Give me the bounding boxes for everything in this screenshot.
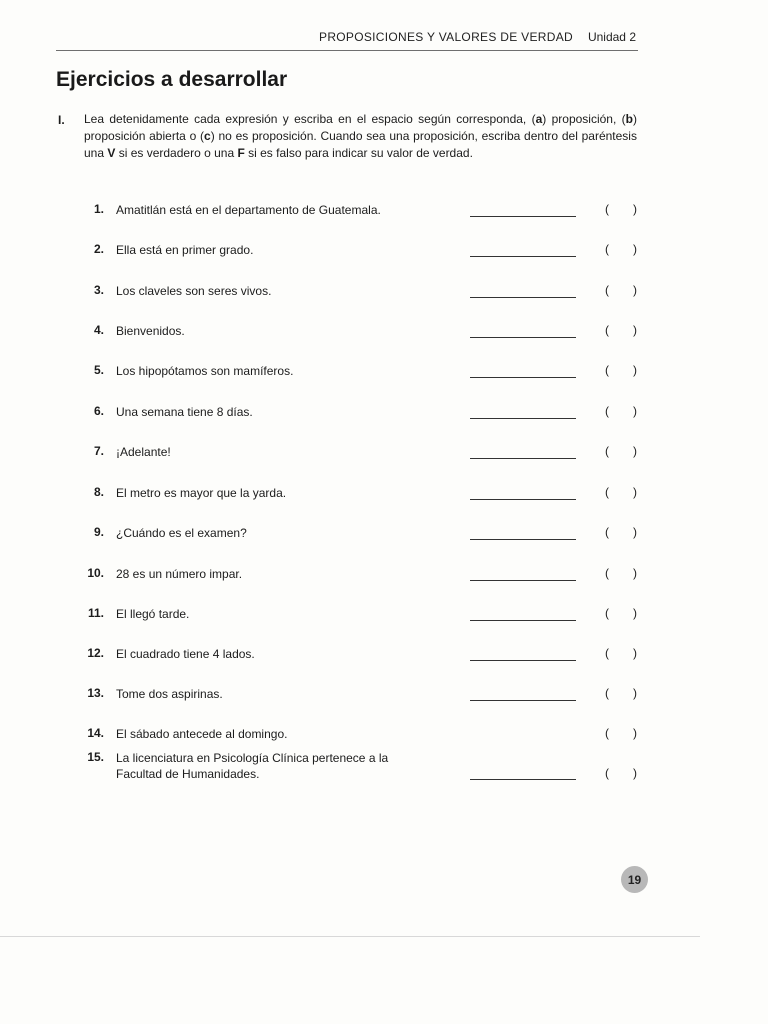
answer-blank[interactable] [470,580,576,581]
open-paren: ( [605,766,609,780]
item-text: 28 es un número impar. [116,567,243,581]
item-text: ¡Adelante! [116,445,171,459]
exercise-item [0,202,768,222]
close-paren: ) [633,726,637,740]
exercise-item [0,750,768,786]
item-number: 3. [93,283,104,297]
answer-blank[interactable] [470,620,576,621]
answer-blank[interactable] [470,779,576,780]
answer-blank[interactable] [470,377,576,378]
exercise-item [0,686,768,706]
open-paren: ( [605,566,609,580]
truth-value-field[interactable] [605,606,637,620]
item-number: 12. [87,646,104,660]
header-unit: Unidad 2 [587,30,636,44]
exercise-item [0,525,768,545]
open-paren: ( [605,686,609,700]
item-text: Los claveles son seres vivos. [116,284,272,298]
item-text: Bienvenidos. [116,324,185,338]
truth-value-field[interactable] [605,242,637,256]
open-paren: ( [605,202,609,216]
exercise-item [0,283,768,303]
close-paren: ) [633,202,637,216]
open-paren: ( [605,323,609,337]
item-number: 5. [93,363,104,377]
close-paren: ) [633,323,637,337]
exercise-item [0,323,768,343]
answer-blank[interactable] [470,337,576,338]
truth-value-field[interactable] [605,766,637,780]
open-paren: ( [605,646,609,660]
answer-blank[interactable] [470,216,576,217]
item-number: 6. [93,404,104,418]
item-number: 15. [87,750,104,764]
item-number: 8. [93,485,104,499]
bottom-divider [0,936,700,937]
page-number: 19 [627,872,642,887]
item-text: El metro es mayor que la yarda. [116,486,287,500]
section-title: Ejercicios a desarrollar [56,68,288,91]
truth-value-field[interactable] [605,686,637,700]
exercise-item [0,363,768,383]
close-paren: ) [633,485,637,499]
item-text: ¿Cuándo es el examen? [116,526,247,540]
open-paren: ( [605,606,609,620]
item-text: Ella está en primer grado. [116,243,254,257]
item-text: El sábado antecede al domingo. [116,727,288,741]
truth-value-field[interactable] [605,283,637,297]
header-title: PROPOSICIONES Y VALORES DE VERDAD [319,30,573,44]
close-paren: ) [633,363,637,377]
item-number: 2. [93,242,104,256]
open-paren: ( [605,485,609,499]
exercise-item [0,242,768,262]
truth-value-field[interactable] [605,323,637,337]
exercise-item [0,485,768,505]
page-number-badge [621,866,648,893]
close-paren: ) [633,606,637,620]
item-text: Amatitlán está en el departamento de Guatemala. [116,203,381,217]
answer-blank[interactable] [470,297,576,298]
truth-value-field[interactable] [605,202,637,216]
truth-value-field[interactable] [605,566,637,580]
item-number: 13. [87,686,104,700]
item-number: 14. [87,726,104,740]
open-paren: ( [605,242,609,256]
item-text: Tome dos aspirinas. [116,687,223,701]
close-paren: ) [633,242,637,256]
instructions-text: Lea detenidamente cada expresión y escriba en el espacio según corresponda, (a) proposición, (b) proposición abierta o (c) no es proposición. Cuando sea una proposición, escriba dentro del paréntesis una V si es verdadero o una F si es falso para indicar su valor de verdad. [84,112,637,160]
item-number: 4. [93,323,104,337]
answer-blank[interactable] [470,700,576,701]
item-text: El llegó tarde. [116,607,190,621]
exercise-item [0,726,768,746]
close-paren: ) [633,525,637,539]
answer-blank[interactable] [470,458,576,459]
close-paren: ) [633,766,637,780]
close-paren: ) [633,566,637,580]
item-number: 7. [93,444,104,458]
open-paren: ( [605,283,609,297]
answer-blank[interactable] [470,418,576,419]
truth-value-field[interactable] [605,485,637,499]
close-paren: ) [633,646,637,660]
truth-value-field[interactable] [605,525,637,539]
truth-value-field[interactable] [605,726,637,740]
open-paren: ( [605,404,609,418]
truth-value-field[interactable] [605,363,637,377]
item-number: 11. [87,606,104,620]
instructions-number: I. [58,113,65,127]
exercise-item [0,566,768,586]
item-number: 10. [87,566,104,580]
close-paren: ) [633,686,637,700]
item-text: El cuadrado tiene 4 lados. [116,647,255,661]
open-paren: ( [605,525,609,539]
item-text: Una semana tiene 8 días. [116,405,253,419]
item-text: La licenciatura en Psicología Clínica pertenece a la Facultad de Humanidades. [116,751,389,781]
open-paren: ( [605,726,609,740]
close-paren: ) [633,283,637,297]
exercise-item [0,606,768,626]
exercise-item [0,444,768,464]
item-number: 1. [93,202,104,216]
open-paren: ( [605,444,609,458]
exercise-item [0,404,768,424]
truth-value-field[interactable] [605,646,637,660]
answer-blank[interactable] [470,539,576,540]
truth-value-field[interactable] [605,444,637,458]
answer-blank[interactable] [470,660,576,661]
exercise-item [0,646,768,666]
answer-blank[interactable] [470,256,576,257]
answer-blank[interactable] [470,499,576,500]
truth-value-field[interactable] [605,404,637,418]
close-paren: ) [633,404,637,418]
item-text: Los hipopótamos son mamíferos. [116,364,294,378]
open-paren: ( [605,363,609,377]
item-number: 9. [93,525,104,539]
close-paren: ) [633,444,637,458]
page-header [56,28,638,51]
